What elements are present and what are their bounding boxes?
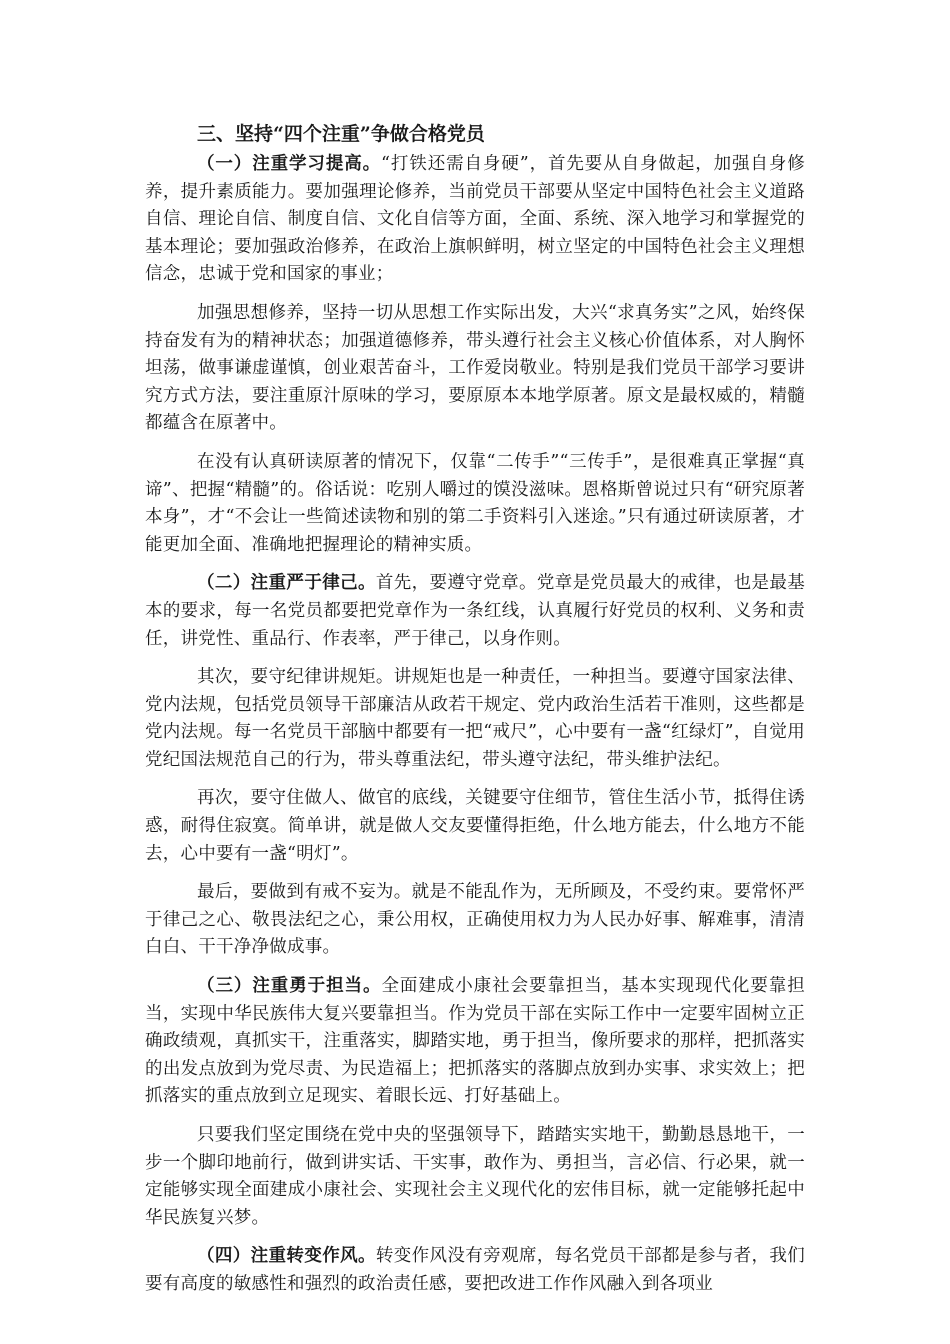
paragraph-lead: （四）注重转变作风。 [197, 1246, 376, 1267]
paragraph-text: “打铁还需自身硬”，首先要从自身做起，加强自身修养，提升素质能力。要加强理论修养，当前党员干部要从坚定中国特色社会主义道路自信、理论自信、制度自信、文化自信等方面，全面、系统、深入地学习和掌握党的基本理论；要加强政治修养，在政治上旗帜鲜明，树立坚定的中国特色社会主义理想信念，忠诚于党和国家的事业； [145, 154, 805, 285]
paragraph [145, 879, 805, 962]
paragraph-text: 再次，要守住做人、做官的底线，关键要守住细节，管住生活小节，抵得住诱惑，耐得住寂寞。简单讲，就是做人交友要懂得拒绝，什么地方能去，什么地方不能去，心中要有一盏“明灯”。 [145, 788, 805, 864]
paragraph [145, 973, 805, 1111]
paragraph-lead: （二）注重严于律己。 [197, 573, 376, 594]
paragraph [145, 785, 805, 868]
paragraph [145, 151, 805, 289]
paragraph-text: 加强思想修养，坚持一切从思想工作实际出发，大兴“求真务实”之风，始终保持奋发有为的精神状态；加强道德修养，带头遵行社会主义核心价值体系，对人胸怀坦荡，做事谦虚谨慎，创业艰苦奋斗，工作爱岗敬业。特别是我们党员干部学习要讲究方式方法，要注重原汁原味的学习，要原原本本地学原著。原文是最权威的，精髓都蕴含在原著中。 [145, 302, 805, 434]
paragraph-text: 只要我们坚定围绕在党中央的坚强领导下，踏踏实实地干，勤勤恳恳地干，一步一个脚印地前行，做到讲实话、干实事，敢作为、勇担当，言必信、行必果，就一定能够实现全面建成小康社会、实现社会主义现代化的宏伟目标，就一定能够托起中华民族复兴梦。 [145, 1125, 805, 1228]
paragraph-text: 在没有认真研读原著的情况下，仅靠“二传手”“三传手”，是很难真正掌握“真谛”、把握“精髓”的。俗话说：吃别人嚼过的馍没滋味。恩格斯曾说过只有“研究原著本身”，才“不会让一些简述读物和别的第二手资料引入迷途。”只有通过研读原著，才能更加全面、准确地把握理论的精神实质。 [145, 451, 805, 555]
document-body [145, 118, 805, 1310]
paragraph-lead: （三）注重勇于担当。 [197, 976, 382, 997]
paragraph [145, 1243, 805, 1298]
paragraph [145, 664, 805, 774]
paragraph-text: 首先，要遵守党章。党章是党员最大的戒律，也是最基本的要求，每一名党员都要把党章作为一条红线，认真履行好党员的权利、义务和责任，讲党性、重品行、作表率，严于律己，以身作则。 [145, 573, 806, 649]
paragraph-text: 其次，要守纪律讲规矩。讲规矩也是一种责任，一种担当。要遵守国家法律、党内法规，包括党员领导干部廉洁从政若干规定、党内政治生活若干准则，这些都是党内法规。每一名党员干部脑中都要有一把“戒尺”，心中要有一盏“红绿灯”，自觉用党纪国法规范自己的行为，带头尊重法纪，带头遵守法纪，带头维护法纪。 [145, 667, 805, 770]
paragraph [145, 300, 805, 438]
paragraph-text: 全面建成小康社会要靠担当，基本实现现代化要靠担当，实现中华民族伟大复兴要靠担当。作为党员干部在实际工作中一定要牢固树立正确政绩观，真抓实干，注重落实，脚踏实地，勇于担当，像所要求的那样，把抓落实的出发点放到为党尽责、为民造福上；把抓落实的落脚点放到办实事、求实效上；把抓落实的重点放到立足现实、着眼长远、打好基础上。 [145, 976, 805, 1107]
paragraph-lead: （一）注重学习提高。 [197, 154, 382, 174]
section-title: 三、坚持“四个注重”争做合格党员 [197, 123, 485, 145]
paragraph [145, 570, 805, 653]
paragraph-text: 转变作风没有旁观席，每名党员干部都是参与者，我们要有高度的敏感性和强烈的政治责任感，要把改进工作作风融入到各项业 [145, 1246, 806, 1294]
paragraph [145, 1122, 805, 1232]
paragraph [145, 449, 805, 559]
paragraph-text: 最后，要做到有戒不妄为。就是不能乱作为，无所顾及，不受约束。要常怀严于律己之心、敬畏法纪之心，秉公用权，正确使用权力为人民办好事、解难事，清清白白、干干净净做成事。 [145, 882, 805, 958]
